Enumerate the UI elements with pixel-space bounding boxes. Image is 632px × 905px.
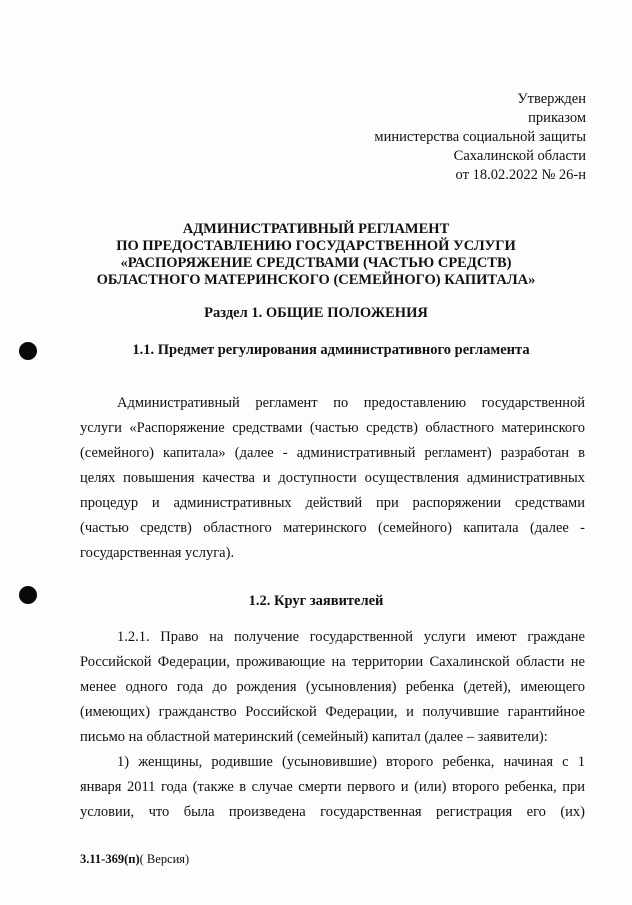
paragraph-line: письмо на областной материнский (семейный) капитал (далее – заявители): [80,729,548,745]
approval-line: Сахалинской области [453,148,586,164]
approval-line: приказом [528,110,586,126]
paragraph-line: 1.2.1. Право на получение государственной услуги имеют граждане [117,629,585,645]
punch-hole-mark [19,342,37,360]
footer-version: ( Версия) [139,852,190,866]
paragraph-line: процедур и административных действий при распоряжении средствами [80,495,585,511]
footer-code [80,852,189,867]
paragraph-line: января 2011 года (также в случае смерти первого и (или) второго ребенка, при [80,779,585,795]
paragraph-line: целях повышения качества и доступности осуществления административных [80,470,585,486]
section-heading: Раздел 1. ОБЩИЕ ПОЛОЖЕНИЯ [204,305,428,321]
approval-line: министерства социальной защиты [374,129,586,145]
paragraph-line: 1) женщины, родившие (усыновившие) второго ребенка, начиная с 1 [117,754,585,770]
approval-block [374,90,586,185]
title-line: ОБЛАСТНОГО МАТЕРИНСКОГО (СЕМЕЙНОГО) КАПИТАЛА» [96,272,536,288]
paragraph-line: Административный регламент по предоставлению государственной [117,395,585,411]
subsection-heading: 1.1. Предмет регулирования административного регламента [132,342,530,358]
paragraph-line: государственная услуга). [80,545,235,561]
title-line: АДМИНИСТРАТИВНЫЙ РЕГЛАМЕНТ [182,221,450,237]
subsection-heading: 1.2. Круг заявителей [248,593,384,609]
paragraph-line: (семейного) капитала» (далее - административный регламент) разработан в [80,445,585,461]
paragraph-line: (частью средств) областного материнского (семейного) капитала (далее - [80,520,585,536]
document-title [40,221,592,289]
approval-line: Утвержден [517,91,586,107]
footer-code-number: 3.11-369(п) [80,852,140,866]
approval-date-line: от 18.02.2022 № 26-н [455,167,586,183]
paragraph-line: услуги «Распоряжение средствами (частью средств) областного материнского [80,420,585,436]
paragraph-line: (имеющих) гражданство Российской Федерации, и получившие гарантийное [80,704,585,720]
paragraph-line: Российской Федерации, проживающие на территории Сахалинской области не [80,654,585,670]
title-line: «РАСПОРЯЖЕНИЕ СРЕДСТВАМИ (ЧАСТЬЮ СРЕДСТВ) [120,255,512,271]
title-line: ПО ПРЕДОСТАВЛЕНИЮ ГОСУДАРСТВЕННОЙ УСЛУГИ [116,238,516,254]
paragraph-line: менее одного года до рождения (усыновления) ребенка (детей), имеющего [80,679,585,695]
punch-hole-mark [19,586,37,604]
paragraph-line: условии, что была произведена государственная регистрация его (их) [80,804,585,820]
